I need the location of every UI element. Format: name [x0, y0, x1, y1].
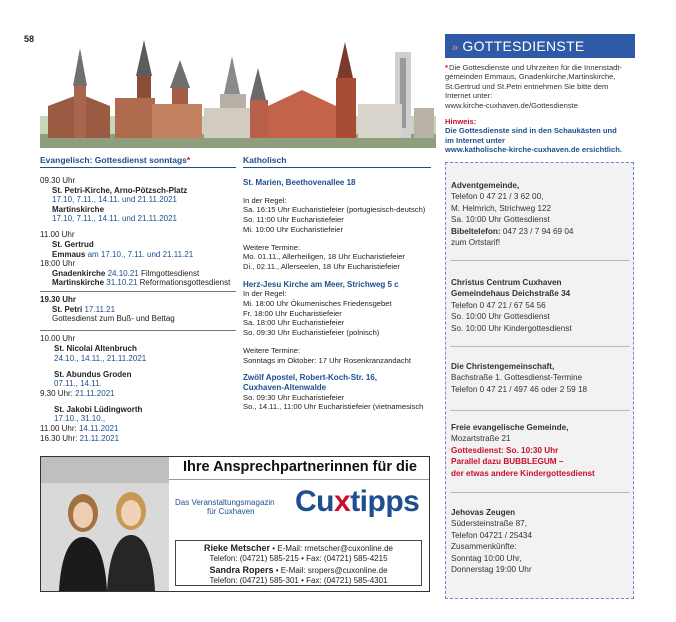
- church-name: St. Nicolai Altenbruch: [54, 343, 137, 353]
- schedule-line: So., 14.11., 11:00 Uhr Eucharistiefeier (vietnamesisch: [243, 402, 424, 412]
- schedule-line: In der Regel:: [243, 195, 287, 205]
- christengemeinschaft: Die Christengemeinschaft, Bachstraße 1. Gottesdienst-Termine Telefon 0 47 21 / 497 46 oder 2 59 18: [451, 362, 588, 394]
- header-rule: [243, 167, 431, 168]
- divider: [169, 479, 430, 480]
- schedule-line: Sa. 16:15 Uhr Eucharistiefeier (portugiesisch-deutsch): [243, 205, 426, 215]
- schedule-line: So. 09:30 Uhr Eucharistiefeier: [243, 392, 345, 402]
- church-name: Martinskirche: [52, 204, 105, 214]
- petri-desc: Gottesdienst zum Buß- und Bettag: [52, 314, 175, 324]
- double-arrow-icon: »: [452, 42, 459, 54]
- schedule-line: Di., 02.11., Allerseelen, 18 Uhr Eucharistiefeier: [243, 261, 400, 271]
- schedule-line: Sonntags im Oktober: 17 Uhr Rosenkranzandacht: [243, 355, 411, 365]
- group-groden: [40, 370, 240, 399]
- schedule-line: Mi. 10:00 Uhr Eucharistiefeier: [243, 224, 344, 234]
- church-title: Herz-Jesu Kirche am Meer, Strichweg 5 c: [243, 279, 399, 289]
- dates: 17.10, 7.11., 14.11. und 21.11.2021: [52, 195, 177, 205]
- church-skyline-image: [40, 38, 436, 148]
- contact-1: Rieke Metscher • E-Mail: rmetscher@cuxonline.de: [203, 543, 393, 553]
- schedule-line: Sa. 18:00 Uhr Eucharistiefeier: [243, 318, 345, 328]
- schedule-line: Weitere Termine:: [243, 242, 301, 252]
- ad-headline: Ihre Ansprechpartnerinnen für die: [183, 459, 417, 475]
- katholisch-list: [243, 178, 433, 420]
- header-rule: [40, 167, 236, 168]
- hinweis-note: Hinweis: Die Gottesdienste sind in den Schaukästen und im Internet unter www.katholische-kirche-cuxhaven.de ersichtlich.: [445, 117, 622, 155]
- jehovas-zeugen: Jehovas Zeugen Südersteinstraße 87, Telefon 04721 / 25434 Zusammenkünfte: Sonntag 10:00 Uhr, Donnerstag 19:00 Uhr: [451, 508, 533, 575]
- dates: 17.10., 31.10.,: [54, 414, 106, 424]
- divider: [450, 260, 630, 261]
- gnaden-line: Gnadenkirche 24.10.21 Filmgottesdienst: [52, 268, 200, 278]
- dates: 24.10., 14.11., 21.11.2021: [54, 353, 147, 363]
- divider: [450, 410, 630, 411]
- time-line: 9.30 Uhr: 21.11.2021: [40, 388, 115, 398]
- contact-2: Sandra Ropers • E-Mail: sropers@cuxonline.de: [209, 564, 388, 575]
- evangelisch-header: Evangelisch: Gottesdienst sonntags*: [40, 155, 191, 165]
- time: 11.00 Uhr: [40, 230, 75, 240]
- cuxtipps-ad: [40, 456, 430, 592]
- church-name: St. Petri-Kirche, Arno-Pötzsch-Platz: [52, 185, 188, 195]
- time-line: 16.30 Uhr: 21.11.2021: [40, 433, 120, 443]
- divider: [450, 492, 630, 493]
- church-name: St. Gertrud: [52, 240, 94, 250]
- church-title: Zwölf Apostel, Robert-Koch-Str. 16,: [243, 373, 377, 383]
- magazine-tagline: Das Veranstaltungsmagazin für Cuxhaven: [175, 498, 275, 516]
- page-number: 58: [24, 34, 35, 44]
- adventgemeinde: Adventgemeinde, Telefon 0 47 21 / 3 62 00, M. Helmrich, Strichweg 122 Sa. 10:00 Uhr Gottesdienst Bibeltelefon: 047 23 / 7 94 69 04 zum Ortstarif!: [451, 181, 574, 248]
- herz-jesu: [243, 280, 433, 366]
- time: 18:00 Uhr: [40, 259, 76, 269]
- katholisch-header: Katholisch: [243, 155, 287, 165]
- schedule-line: Mi. 18:00 Uhr Ökumenisches Friedensgebet: [243, 299, 392, 309]
- schedule-line: Fr. 18:00 Uhr Eucharistiefeier: [243, 308, 342, 318]
- schedule-line: So. 11:00 Uhr Eucharistiefeier: [243, 215, 344, 225]
- divider: [40, 330, 236, 331]
- church-name: St. Abundus Groden: [54, 369, 132, 379]
- group-1930: [40, 295, 240, 324]
- st-marien: [243, 178, 433, 272]
- group-1000: [40, 334, 240, 363]
- time: 10.00 Uhr: [40, 334, 76, 344]
- church-name: St. Jakobi Lüdingworth: [54, 404, 143, 414]
- time-line: 11.00 Uhr: 14.11.2021: [40, 424, 119, 434]
- group-luedingworth: [40, 405, 240, 443]
- group-1100: [40, 230, 240, 288]
- schedule-line: So. 09:30 Uhr Eucharistiefeier (polnisch): [243, 328, 380, 338]
- contact-box: [175, 540, 422, 586]
- schedule-line: Mo. 01.11., Allerheiligen, 18 Uhr Eucharistiefeier: [243, 252, 405, 262]
- martins-line: Martinskirche 31.10.21 Reformationsgottesdienst: [52, 278, 231, 288]
- dates: 07.11., 14.11.: [54, 379, 102, 389]
- emmaus-line: Emmaus am 17.10., 7.11. und 21.11.21: [52, 249, 194, 259]
- christus-centrum: Christus Centrum Cuxhaven Gemeindehaus Deichstraße 34 Telefon 0 47 21 / 67 54 56 So. 10:00 Uhr Gottesdienst So. 10:00 Uhr Kindergottesdienst: [451, 278, 572, 333]
- time: 09.30 Uhr: [40, 176, 76, 185]
- gottesdienste-banner: » GOTTESDIENSTE: [445, 34, 635, 58]
- dates: 17.10, 7.11., 14.11. und 21.11.2021: [52, 214, 177, 224]
- freie-gemeinde: Freie evangelische Gemeinde, Mozartstraße 21 Gottesdienst: So. 10:30 Uhr Parallel dazu BUBBLEGUM – der etwas andere Kindergottesdienst: [451, 423, 595, 478]
- contact-2-phone: Telefon: (04721) 585-301 • Fax: (04721) 585-4301: [209, 576, 388, 586]
- zwoelf-apostel: [243, 373, 433, 412]
- contact-persons-photo: [41, 457, 169, 591]
- intro-text: *Die Gottesdienste und Uhrzeiten für die Innenstadt- gemeinden Emmaus, Gnadenkirche,Martinskirche, St.Gertrud und St.Petri entnehmen Sie bitte dem Internet unter: www.kirche-cuxhaven.de/Gottesdienste: [445, 63, 623, 110]
- divider: [40, 291, 236, 292]
- group-0930: [40, 176, 240, 224]
- church-title: St. Marien, Beethovenallee 18: [243, 178, 356, 187]
- cuxtipps-logo: Cuxtipps: [295, 485, 420, 518]
- church-title: Cuxhaven-Altenwalde: [243, 382, 327, 392]
- contact-1-phone: Telefon: (04721) 585-215 • Fax: (04721) 585-4215: [209, 554, 388, 564]
- schedule-line: In der Regel:: [243, 289, 287, 299]
- petri-line: St. Petri 17.11.21: [52, 304, 116, 314]
- evangelisch-list: [40, 176, 240, 443]
- divider: [450, 346, 630, 347]
- schedule-line: Weitere Termine:: [243, 345, 301, 355]
- time: 19.30 Uhr: [40, 295, 77, 305]
